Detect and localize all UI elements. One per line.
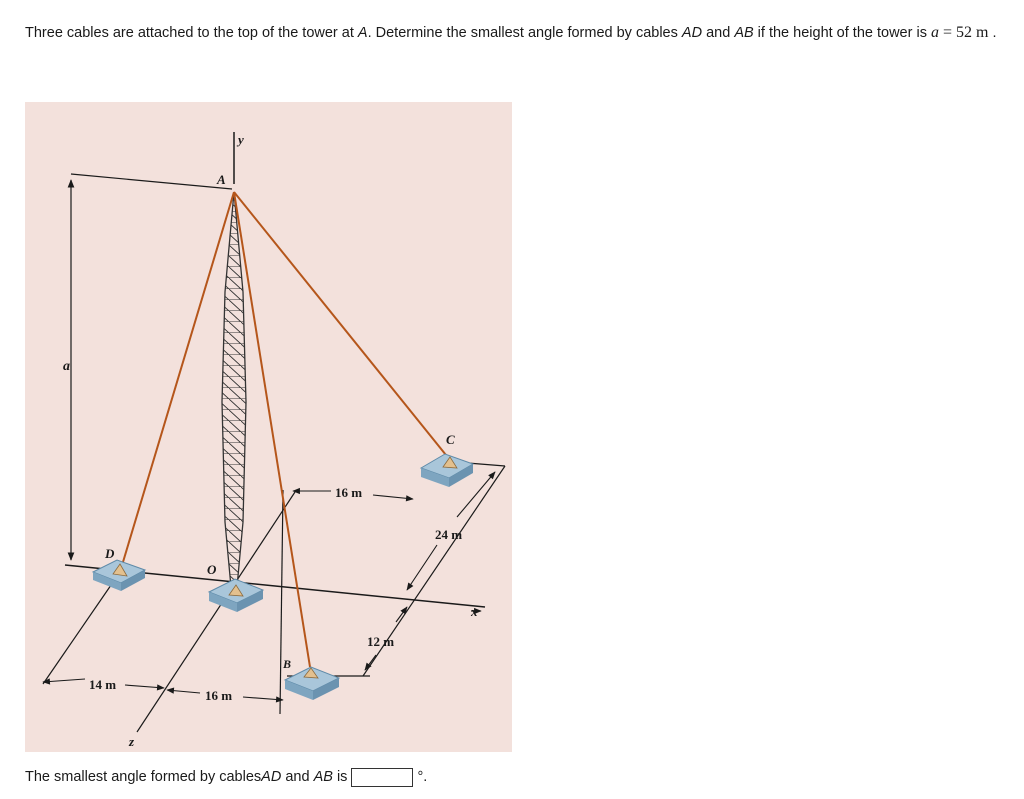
answer-mid: and	[285, 769, 310, 785]
ground-line-d	[43, 572, 120, 684]
answer-cable-ab: AB	[313, 769, 333, 785]
dim-inner-label: 12 m	[367, 634, 395, 649]
question-text	[25, 24, 1000, 42]
cable-ad	[120, 192, 234, 572]
anchor-d	[93, 560, 145, 591]
answer-unit: °.	[417, 769, 428, 785]
label-o: O	[207, 562, 217, 577]
height-value: = 52 m	[938, 24, 989, 41]
ground-line-b	[280, 490, 283, 714]
question-part: and	[702, 25, 735, 41]
cable-ad-ref: AD	[681, 25, 703, 41]
dim-br-arrow-right	[243, 697, 283, 700]
label-c: C	[446, 432, 455, 447]
answer-suffix: is	[336, 769, 348, 785]
dim-br-arrow-left	[167, 690, 200, 693]
answer-line	[25, 767, 427, 787]
dim-top-arrow-right	[373, 495, 413, 499]
anchor-b	[285, 667, 339, 700]
dim-br-label: 16 m	[205, 688, 233, 703]
question-part: if the height of the tower is	[753, 25, 931, 41]
question-part: . Determine the smallest angle formed by cables	[367, 25, 682, 41]
cable-ac	[234, 192, 450, 460]
tower-diagram-svg	[25, 102, 512, 752]
label-a-point: A	[217, 172, 226, 187]
dim-right-arrow-down	[407, 545, 437, 590]
height-variable: a	[930, 24, 939, 41]
label-y: y	[238, 132, 244, 147]
dim-inner-arrow-down	[365, 655, 376, 670]
dim-bl-label: 14 m	[89, 677, 117, 692]
anchor-c	[421, 454, 473, 487]
tower-diagram	[25, 102, 512, 752]
dim-bl-arrow-right	[125, 685, 164, 688]
label-a-height: a	[63, 359, 70, 374]
dim-a-ext-top	[71, 174, 232, 189]
dim-right-label: 24 m	[435, 527, 463, 542]
dim-bl-arrow-left	[43, 679, 85, 682]
answer-cable-ad: AD	[261, 769, 282, 785]
label-b: B	[283, 657, 292, 671]
label-x: x	[471, 604, 478, 619]
point-a-ref: A	[357, 25, 368, 41]
dim-top-label: 16 m	[335, 485, 363, 500]
answer-input[interactable]	[351, 768, 413, 787]
question-part: Three cables are attached to the top of the tower at	[25, 25, 358, 41]
label-d: D	[105, 546, 115, 561]
tower	[222, 192, 246, 587]
question-end: .	[988, 25, 997, 41]
label-z: z	[129, 734, 135, 749]
cable-ab-ref: AB	[734, 25, 754, 41]
answer-prefix: The smallest angle formed by cables	[25, 769, 262, 785]
